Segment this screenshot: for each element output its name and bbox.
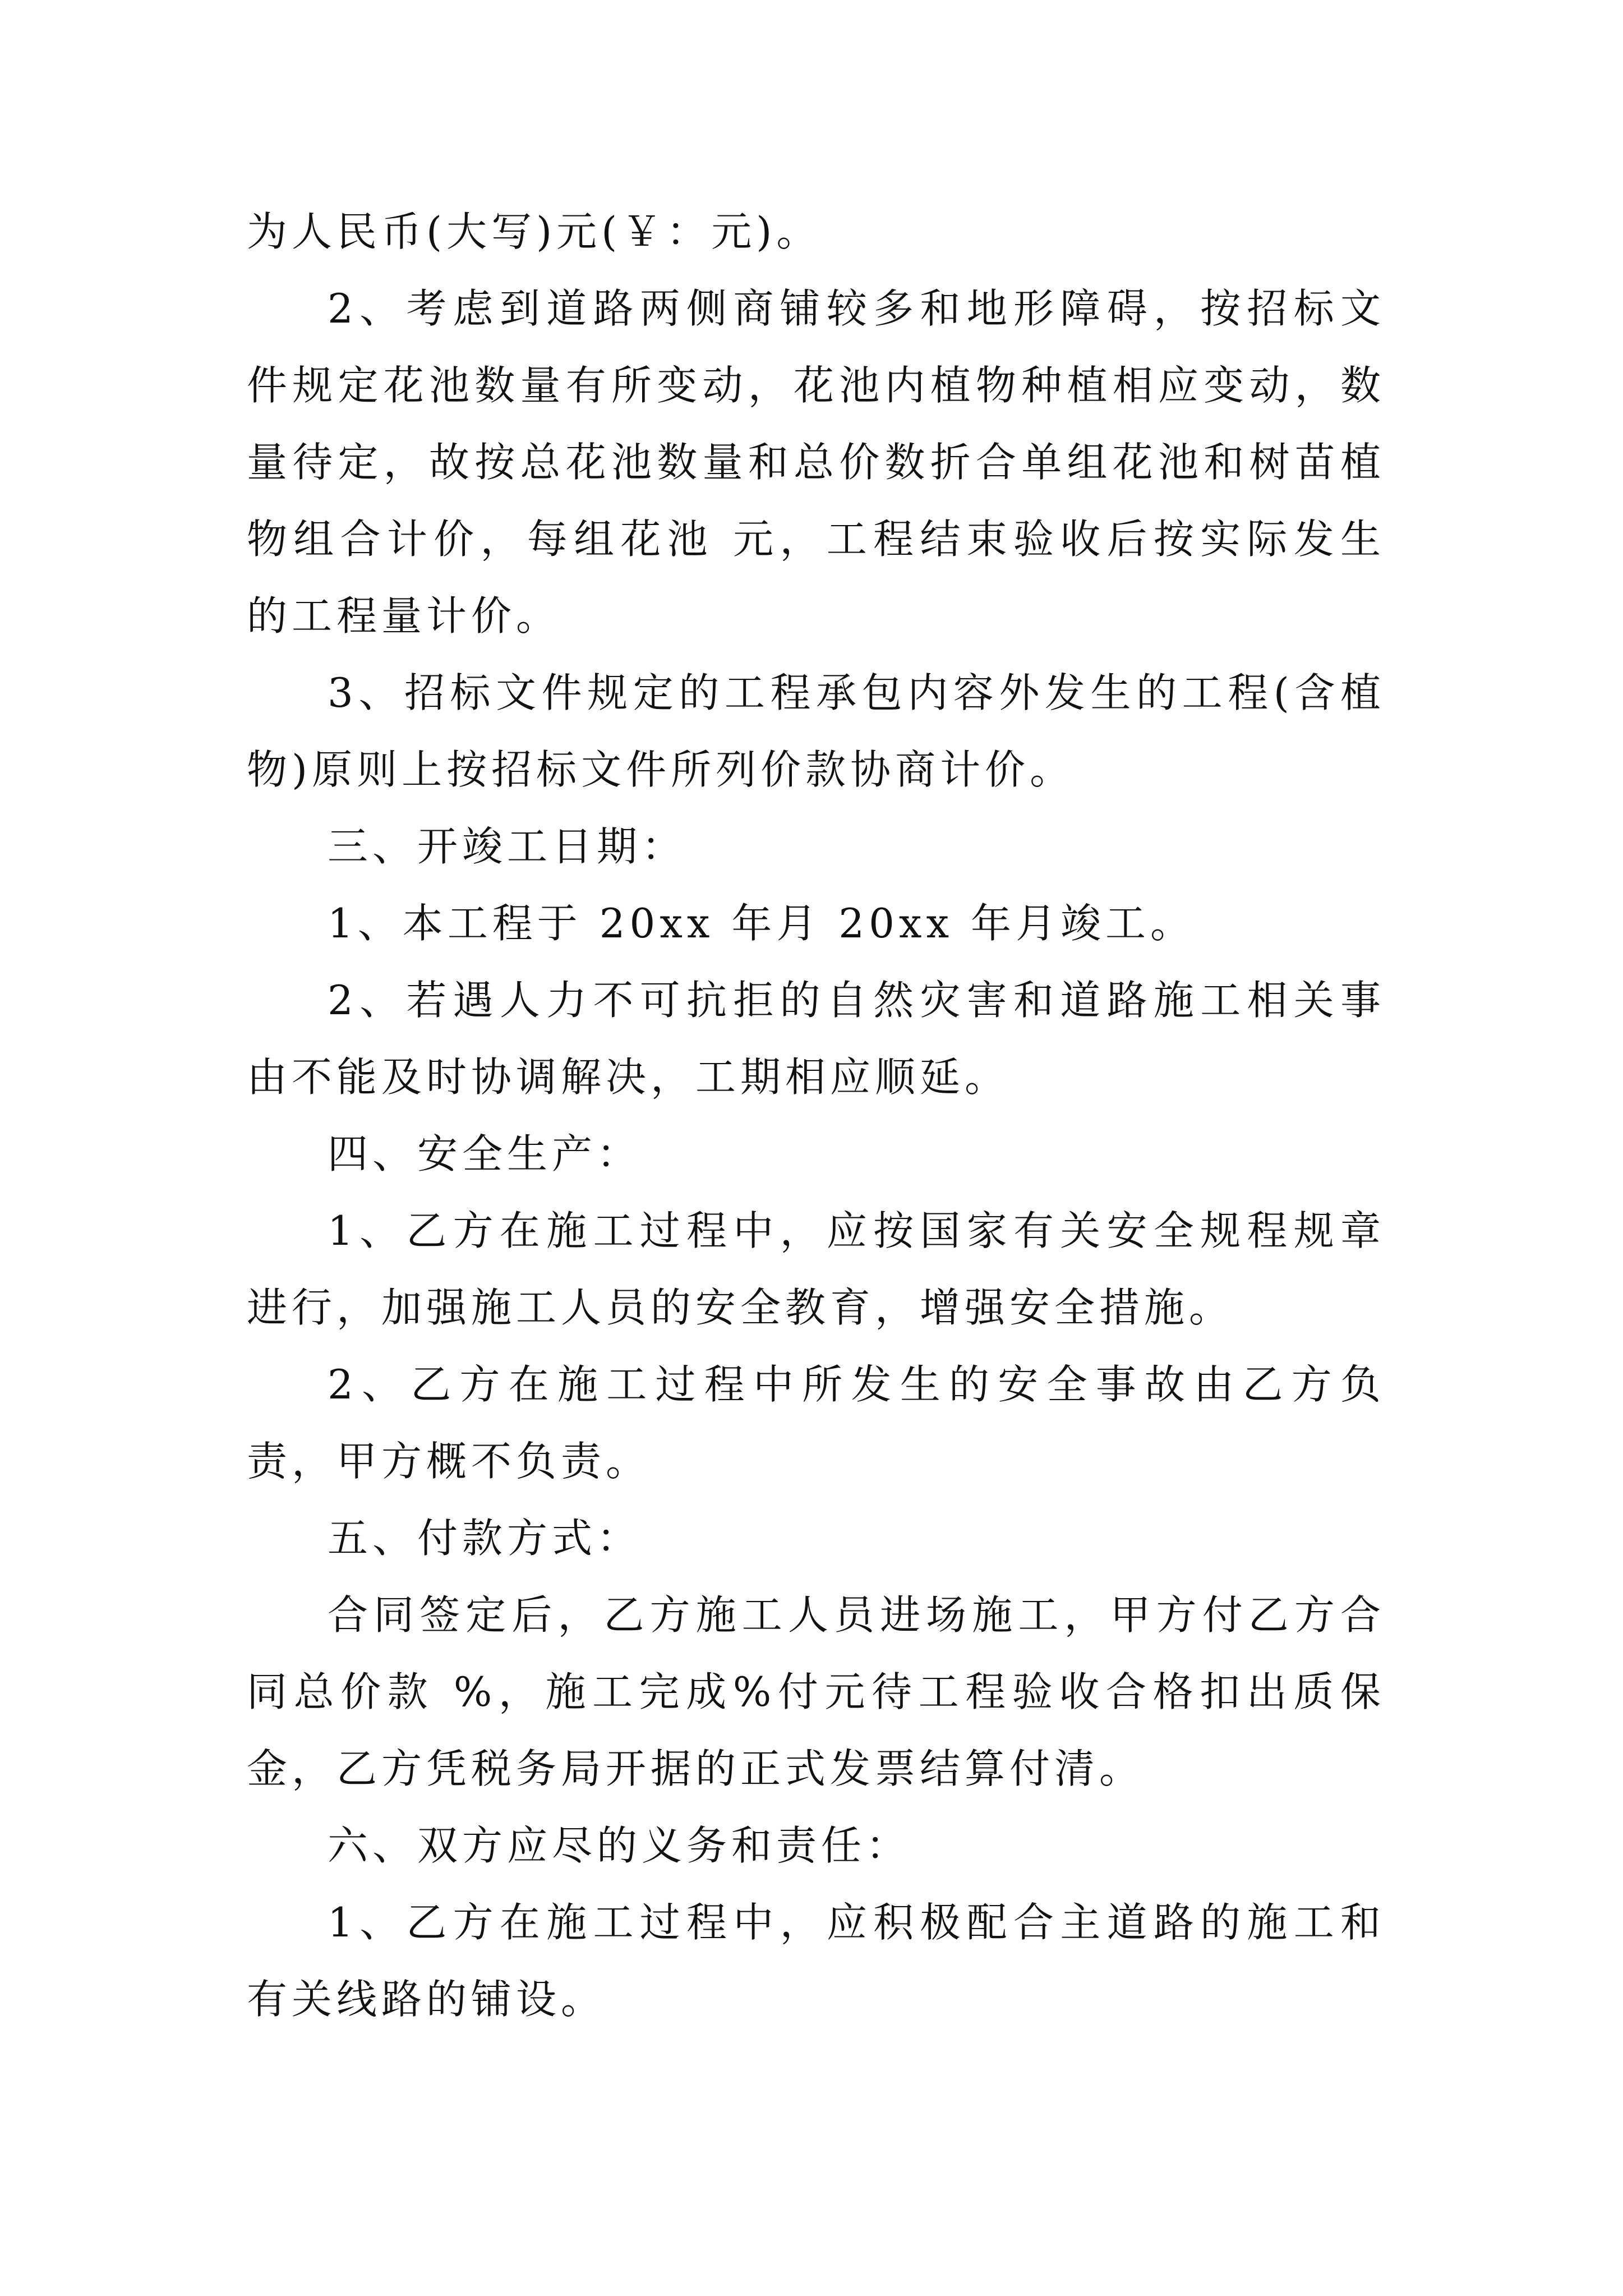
section-heading-duties: 六、双方应尽的义务和责任： (328, 1822, 911, 1869)
document-body (247, 194, 1385, 2038)
paragraph-payment: 合同签定后，乙方施工人员进场施工，甲方付乙方合同总价款 %，施工完成%付元待工程验收合格扣出质保金，乙方凭税务局开据的正式发票结算付清。 (247, 1591, 1385, 1792)
paragraph-dates-2: 2、若遇人力不可抗拒的自然灾害和道路施工相关事由不能及时协调解决，工期相应顺延。 (247, 977, 1385, 1101)
section-heading-payment: 五、付款方式： (328, 1515, 642, 1562)
paragraph-flowerbed-pricing: 2、考虑到道路两侧商铺较多和地形障碍，按招标文件规定花池数量有所变动，花池内植物种植相应变动，数量待定，故按总花池数量和总价数折合单组花池和树苗植物组合计价，每组花池 元，工程结束验收后按实际发生的工程量计价。 (247, 285, 1385, 639)
paragraph-safety-2: 2、乙方在施工过程中所发生的安全事故由乙方负责，甲方概不负责。 (247, 1361, 1385, 1485)
paragraph-amount: 为人民币(大写)元(￥：元)。 (247, 208, 822, 255)
section-heading-dates: 三、开竣工日期： (328, 823, 687, 870)
paragraph-safety-1: 1、乙方在施工过程中，应按国家有关安全规程规章进行，加强施工人员的安全教育，增强安全措施。 (247, 1207, 1385, 1331)
paragraph-extra-works: 3、招标文件规定的工程承包内容外发生的工程(含植物)原则上按招标文件所列价款协商计价。 (247, 669, 1385, 793)
section-heading-safety: 四、安全生产： (328, 1130, 642, 1177)
paragraph-dates-1: 1、本工程于 20xx 年月 20xx 年月竣工。 (328, 900, 1196, 947)
paragraph-duties-1: 1、乙方在施工过程中，应积极配合主道路的施工和有关线路的铺设。 (247, 1899, 1385, 2023)
